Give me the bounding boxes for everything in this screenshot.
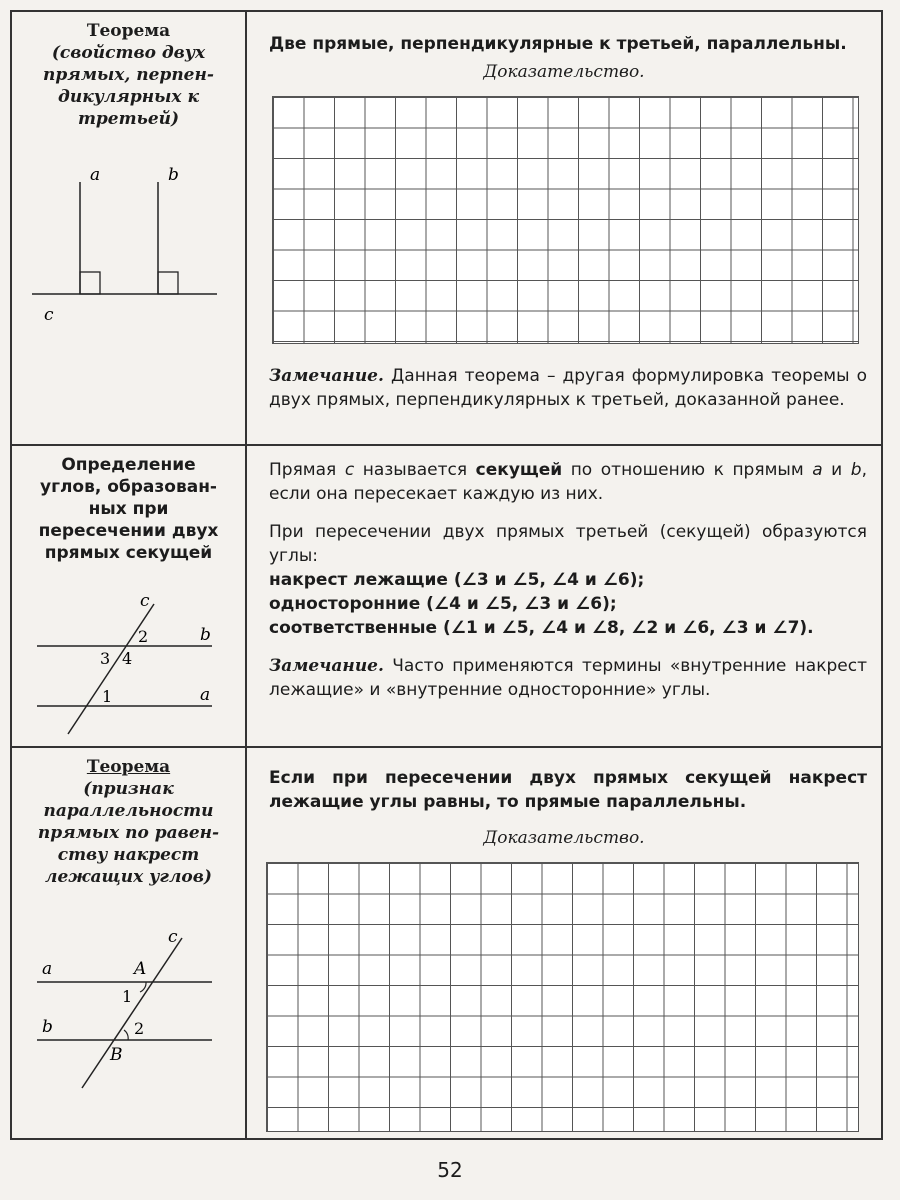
secant-definition bbox=[247, 458, 881, 506]
theorem-subtitle-line: (признак bbox=[83, 779, 174, 799]
corresponding-angles-label: соответственные bbox=[269, 618, 438, 638]
angle-label-2: 2 bbox=[138, 627, 149, 646]
label-c: c bbox=[140, 591, 150, 611]
label-a: a bbox=[200, 685, 211, 705]
note-title: Замечание. bbox=[269, 656, 384, 676]
row1-left-cell bbox=[12, 12, 245, 444]
theorem-subtitle-line: прямых, перпен- bbox=[43, 65, 214, 85]
proof-title: Доказательство. bbox=[483, 62, 645, 82]
definition-heading-line: углов, образован- bbox=[39, 477, 217, 497]
theorem-subtitle-line: прямых по равен- bbox=[37, 823, 220, 843]
def-text: и bbox=[822, 460, 851, 480]
theorem-subtitle-line: (свойство двух bbox=[51, 43, 206, 63]
label-c: c bbox=[168, 927, 178, 947]
row2-right-cell bbox=[247, 446, 881, 746]
proof-title: Доказательство. bbox=[483, 828, 645, 848]
angles-intro: При пересечении двух прямых третьей (секущей) образуются углы: bbox=[269, 522, 867, 566]
perpendicular-lines-diagram bbox=[12, 162, 245, 362]
def-text: Прямая bbox=[269, 460, 345, 480]
def-text: называется bbox=[354, 460, 476, 480]
theory-table bbox=[10, 10, 883, 1140]
label-b: b bbox=[168, 165, 179, 185]
label-c: c bbox=[44, 305, 54, 325]
theorem-heading-block bbox=[12, 20, 245, 130]
theorem-statement: Две прямые, перпендикулярные к третьей, параллельны. bbox=[269, 34, 847, 54]
def-var-c: c bbox=[344, 460, 355, 480]
angle-label-4: 4 bbox=[122, 649, 133, 668]
cross-angles-label: накрест лежащие bbox=[269, 570, 448, 590]
page-number: 52 bbox=[437, 1158, 463, 1182]
note-paragraph bbox=[247, 364, 881, 412]
label-point-A: A bbox=[134, 959, 147, 979]
label-b: b bbox=[200, 625, 211, 645]
row2-left-cell bbox=[12, 446, 245, 746]
def-text: по отношению к прямым bbox=[562, 460, 813, 480]
label-point-B: B bbox=[110, 1045, 123, 1065]
cross-angles-value: (∠3 и ∠5, ∠4 и ∠6); bbox=[447, 570, 645, 590]
theorem-heading: Теорема bbox=[86, 21, 171, 41]
definition-heading bbox=[12, 454, 245, 564]
definition-heading-line: Определение bbox=[61, 455, 196, 475]
theorem-heading-block bbox=[12, 756, 245, 888]
def-text: , если она пересекает каждую из них. bbox=[269, 460, 867, 504]
row3-left-cell bbox=[12, 748, 245, 1140]
def-term: секущей bbox=[475, 460, 563, 480]
theorem-heading: Теорема bbox=[86, 757, 171, 777]
proof-grid[interactable] bbox=[266, 862, 859, 1132]
angle-label-3: 3 bbox=[100, 649, 111, 668]
label-a: a bbox=[42, 959, 53, 979]
right-angle-mark bbox=[158, 272, 178, 294]
theorem-subtitle-line: дикулярных к bbox=[58, 87, 199, 107]
def-var-b: b bbox=[850, 460, 862, 480]
theorem-subtitle-line: лежащих углов) bbox=[45, 867, 212, 887]
row3-right-cell bbox=[247, 748, 881, 1140]
proof-grid[interactable] bbox=[272, 96, 859, 344]
definition-heading-line: ных при bbox=[88, 499, 169, 519]
definition-heading-line: пересечении двух bbox=[38, 521, 219, 541]
angle-arc-2 bbox=[124, 1030, 128, 1040]
note-paragraph bbox=[247, 654, 881, 702]
angle-arc-1 bbox=[140, 982, 146, 992]
row1-right-cell bbox=[247, 12, 881, 444]
note-text: Данная теорема – другая формулировка теоремы о двух прямых, перпендикулярных к третьей, доказанной ранее. bbox=[269, 366, 867, 410]
def-var-a: a bbox=[812, 460, 823, 480]
corresponding-angles-line bbox=[247, 616, 881, 640]
same-side-angles-value: (∠4 и ∠5, ∠3 и ∠6); bbox=[420, 594, 617, 614]
same-side-angles-line bbox=[247, 592, 881, 616]
angle-label-1: 1 bbox=[102, 687, 113, 706]
secant-c bbox=[68, 604, 154, 734]
theorem-subtitle-line: ству накрест bbox=[57, 845, 200, 865]
secant-c bbox=[82, 938, 182, 1088]
theorem-subtitle-line: параллельности bbox=[43, 801, 214, 821]
secant-angles-diagram bbox=[12, 584, 245, 754]
cross-angles-line bbox=[247, 568, 881, 592]
corresponding-angles-value: (∠1 и ∠5, ∠4 и ∠8, ∠2 и ∠6, ∠3 и ∠7). bbox=[437, 618, 814, 638]
note-text: Часто применяются термины «внутренние накрест лежащие» и «внутренние односторонние» углы. bbox=[269, 656, 867, 700]
label-a: a bbox=[90, 165, 101, 185]
definition-heading-line: прямых секущей bbox=[44, 543, 213, 563]
angle-label-2: 2 bbox=[134, 1019, 145, 1038]
angle-label-1: 1 bbox=[122, 987, 133, 1006]
theorem-subtitle-line: третьей) bbox=[77, 109, 180, 129]
same-side-angles-label: односторонние bbox=[269, 594, 421, 614]
theorem-statement: Если при пересечении двух прямых секущей накрест лежащие углы равны, то прямые параллельны. bbox=[269, 768, 867, 812]
right-angle-mark bbox=[80, 272, 100, 294]
note-title: Замечание. bbox=[269, 366, 384, 386]
label-b: b bbox=[42, 1017, 53, 1037]
parallel-criterion-diagram bbox=[12, 908, 245, 1098]
